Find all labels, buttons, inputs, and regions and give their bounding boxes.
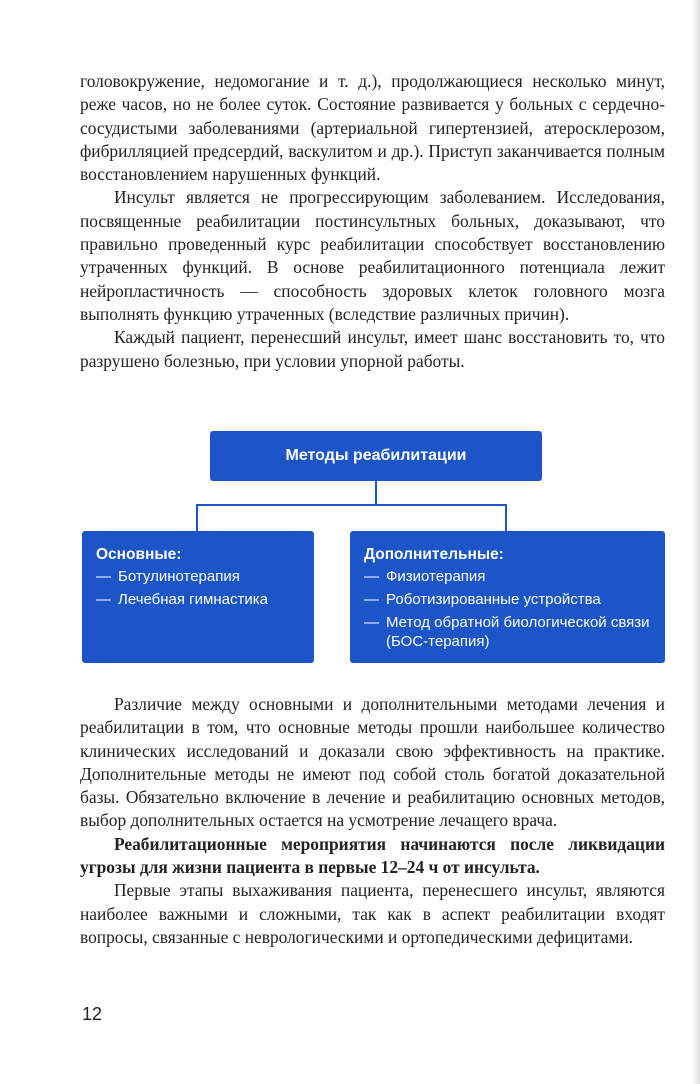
list-item bbox=[364, 567, 651, 586]
diagram-title: Методы реабилитации bbox=[285, 447, 467, 464]
text-block-bottom bbox=[80, 693, 665, 949]
additional-methods-list bbox=[364, 567, 651, 651]
list-item-text: Лечебная гимнастика bbox=[118, 591, 268, 608]
paragraph: головокружение, недомогание и т. д.), продолжающиеся несколько минут, реже часов, но не более суток. Состояние развивается у больных с сердечно-сосудистыми заболеваниями (артериальной гипертензией, атеросклерозом, фибрилляцией предсердий, васкулитом и др.). Приступ заканчивается полным восстановлением нарушенных функций. bbox=[80, 71, 665, 185]
dash-bullet: — bbox=[96, 568, 111, 585]
dash-bullet: — bbox=[364, 568, 379, 585]
dash-bullet: — bbox=[96, 591, 111, 608]
list-item-text: Физиотерапия bbox=[386, 568, 486, 585]
additional-methods-box bbox=[350, 531, 665, 663]
list-item bbox=[364, 613, 651, 651]
main-methods-list bbox=[96, 567, 300, 609]
diagram-title-box bbox=[210, 431, 542, 481]
connector-line bbox=[196, 504, 507, 506]
dash-bullet: — bbox=[364, 614, 379, 631]
list-item-text: Метод обратной биологической связи (БОС-терапия) bbox=[386, 614, 650, 650]
paragraph-bold: Реабилитационные мероприятия начинаются после ликвидации угрозы для жизни пациента в первые 12–24 ч от инсульта. bbox=[80, 833, 665, 878]
additional-methods-heading: Дополнительные: bbox=[364, 546, 504, 563]
connector-line bbox=[375, 481, 377, 505]
main-methods-heading: Основные: bbox=[96, 546, 182, 563]
list-item-text: Роботизированные устройства bbox=[386, 591, 601, 608]
connector-line bbox=[505, 504, 507, 531]
list-item-text: Ботулинотерапия bbox=[118, 568, 240, 585]
paragraph: Инсульт является не прогрессирующим заболеванием. Исследования, посвященные реабилитации постинсультных больных, доказывают, что правильно проведенный курс реабилитации способствует восстановлению утраченных функций. В основе реабилитационного потенциала лежит нейропластичность — способность здоровых клеток головного мозга выполнять функцию утраченных (вследствие различных причин). bbox=[80, 187, 665, 324]
paragraph: Первые этапы выхаживания пациента, перенесшего инсульт, являются наиболее важными и сложными, так как в аспект реабилитации входят вопросы, связанные с неврологическими и ортопедическими дефицитами. bbox=[80, 880, 665, 947]
page-number: 12 bbox=[82, 1004, 103, 1024]
list-item bbox=[96, 567, 300, 586]
paragraph: Каждый пациент, перенесший инсульт, имеет шанс восстановить то, что разрушено болезнью, при условии упорной работы. bbox=[80, 327, 665, 371]
list-item bbox=[96, 590, 300, 609]
main-methods-box bbox=[82, 531, 314, 663]
connector-line bbox=[196, 504, 198, 531]
paragraph: Различие между основными и дополнительными методами лечения и реабилитации в том, что основные методы прошли наибольшее количество клинических исследований и доказали свою эффективность на практике. Дополнительные методы не имеют под собой столь богатой доказательной базы. Обязательно включение в лечение и реабилитацию основных методов, выбор дополнительных остается на усмотрение лечащего врача. bbox=[80, 694, 665, 831]
list-item bbox=[364, 590, 651, 609]
dash-bullet: — bbox=[364, 591, 379, 608]
